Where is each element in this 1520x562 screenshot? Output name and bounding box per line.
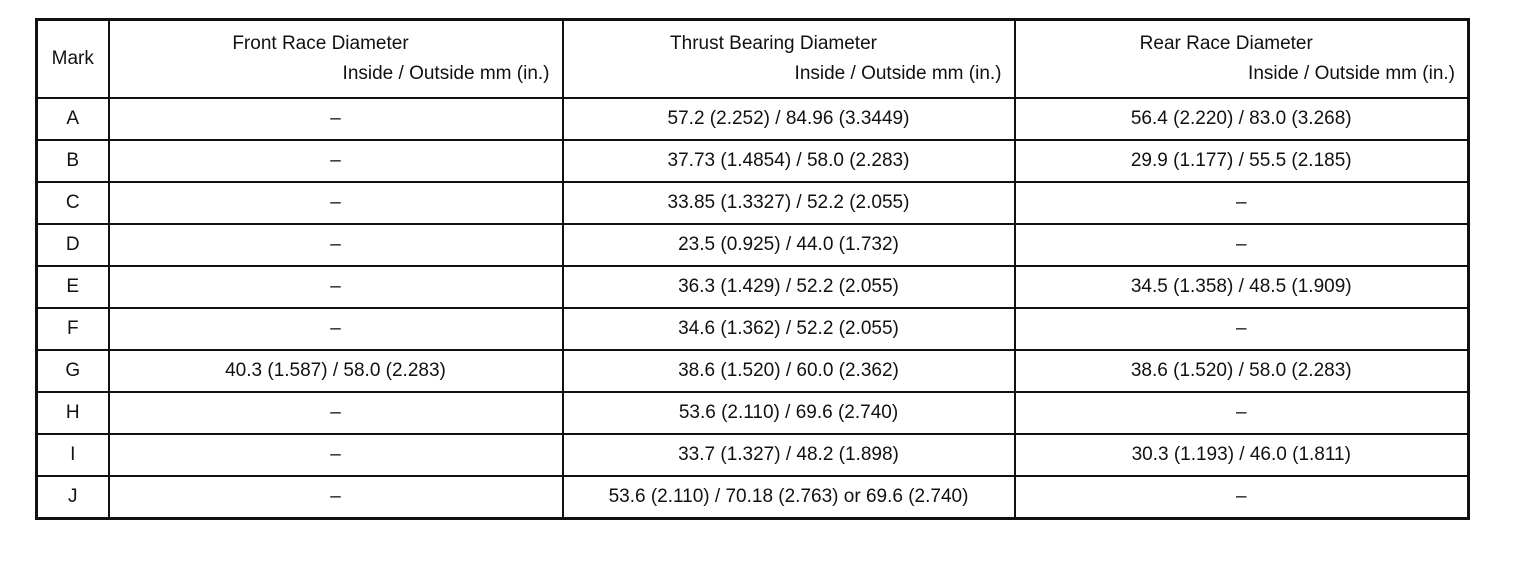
table-row [37, 224, 1469, 266]
table-row [37, 434, 1469, 476]
thrust-bearing-cell: 38.6 (1.520) / 60.0 (2.362) [563, 350, 1015, 392]
thrust-bearing-cell: 53.6 (2.110) / 69.6 (2.740) [563, 392, 1015, 434]
mark-cell: G [37, 350, 109, 392]
table-row [37, 476, 1469, 519]
rear-race-cell: 56.4 (2.220) / 83.0 (3.268) [1015, 98, 1469, 140]
rear-race-cell: – [1015, 392, 1469, 434]
front-race-header-subtitle: Inside / Outside mm (in.) [342, 63, 550, 84]
thrust-bearing-cell: 37.73 (1.4854) / 58.0 (2.283) [563, 140, 1015, 182]
thrust-bearing-cell: 34.6 (1.362) / 52.2 (2.055) [563, 308, 1015, 350]
thrust-bearing-header-title: Thrust Bearing Diameter [670, 33, 877, 54]
thrust-bearing-header [563, 20, 1015, 99]
thrust-bearing-cell: 36.3 (1.429) / 52.2 (2.055) [563, 266, 1015, 308]
rear-race-cell: – [1015, 224, 1469, 266]
front-race-cell: – [109, 434, 563, 476]
front-race-cell: – [109, 182, 563, 224]
thrust-bearing-cell: 53.6 (2.110) / 70.18 (2.763) or 69.6 (2.740) [563, 476, 1015, 519]
mark-cell: D [37, 224, 109, 266]
rear-race-cell: 30.3 (1.193) / 46.0 (1.811) [1015, 434, 1469, 476]
rear-race-cell: – [1015, 476, 1469, 519]
mark-cell: A [37, 98, 109, 140]
thrust-bearing-cell: 57.2 (2.252) / 84.96 (3.3449) [563, 98, 1015, 140]
mark-cell: E [37, 266, 109, 308]
rear-race-cell: 38.6 (1.520) / 58.0 (2.283) [1015, 350, 1469, 392]
front-race-cell: – [109, 308, 563, 350]
table-row [37, 308, 1469, 350]
rear-race-cell: – [1015, 182, 1469, 224]
front-race-cell: – [109, 476, 563, 519]
table-row [37, 350, 1469, 392]
table-row [37, 266, 1469, 308]
rear-race-header [1015, 20, 1469, 99]
table-header-row [37, 20, 1469, 99]
front-race-cell: – [109, 392, 563, 434]
mark-cell: H [37, 392, 109, 434]
thrust-bearing-cell: 33.7 (1.327) / 48.2 (1.898) [563, 434, 1015, 476]
front-race-cell: 40.3 (1.587) / 58.0 (2.283) [109, 350, 563, 392]
table-row [37, 392, 1469, 434]
rear-race-cell: 29.9 (1.177) / 55.5 (2.185) [1015, 140, 1469, 182]
front-race-cell: – [109, 266, 563, 308]
thrust-bearing-cell: 23.5 (0.925) / 44.0 (1.732) [563, 224, 1015, 266]
rear-race-cell: 34.5 (1.358) / 48.5 (1.909) [1015, 266, 1469, 308]
front-race-cell: – [109, 98, 563, 140]
table-row [37, 140, 1469, 182]
bearing-diameter-table [35, 18, 1470, 520]
rear-race-cell: – [1015, 308, 1469, 350]
mark-cell: F [37, 308, 109, 350]
rear-race-header-title: Rear Race Diameter [1139, 33, 1313, 54]
front-race-cell: – [109, 140, 563, 182]
table-row [37, 98, 1469, 140]
front-race-header [109, 20, 563, 99]
mark-cell: B [37, 140, 109, 182]
mark-cell: I [37, 434, 109, 476]
mark-cell: J [37, 476, 109, 519]
thrust-bearing-cell: 33.85 (1.3327) / 52.2 (2.055) [563, 182, 1015, 224]
rear-race-header-subtitle: Inside / Outside mm (in.) [1248, 63, 1455, 84]
thrust-bearing-header-subtitle: Inside / Outside mm (in.) [794, 63, 1002, 84]
table-row [37, 182, 1469, 224]
mark-header: Mark [37, 20, 109, 99]
mark-cell: C [37, 182, 109, 224]
front-race-header-title: Front Race Diameter [232, 33, 409, 54]
front-race-cell: – [109, 224, 563, 266]
